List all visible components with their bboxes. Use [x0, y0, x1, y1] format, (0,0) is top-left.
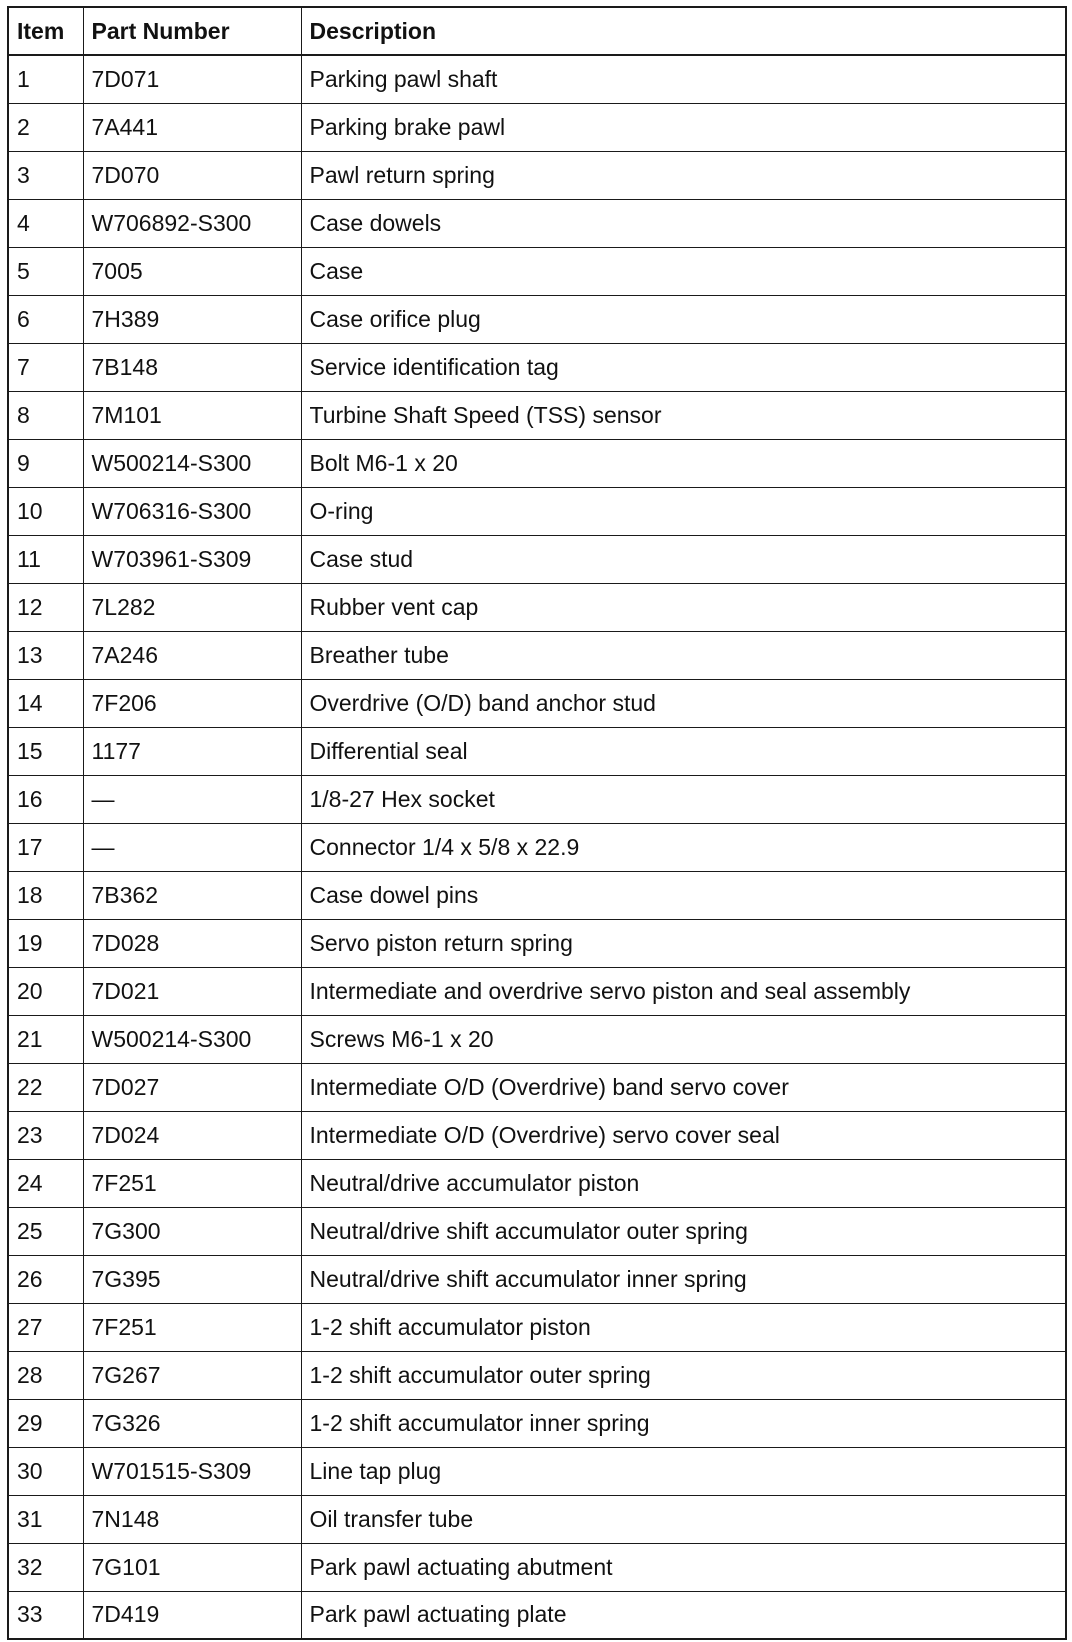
item-cell: 10 — [8, 487, 83, 535]
description-cell: 1-2 shift accumulator piston — [301, 1303, 1066, 1351]
item-cell: 11 — [8, 535, 83, 583]
table-row — [8, 1015, 1066, 1063]
table-row — [8, 151, 1066, 199]
table-row — [8, 631, 1066, 679]
parts-table — [7, 6, 1067, 1640]
item-cell: 16 — [8, 775, 83, 823]
table-row — [8, 1591, 1066, 1639]
table-row — [8, 1207, 1066, 1255]
part-number-cell: 7B362 — [83, 871, 301, 919]
description-cell: Rubber vent cap — [301, 583, 1066, 631]
description-cell: Park pawl actuating plate — [301, 1591, 1066, 1639]
part-number-cell: 7G267 — [83, 1351, 301, 1399]
part-number-cell: 7N148 — [83, 1495, 301, 1543]
part-number-cell: 7F251 — [83, 1303, 301, 1351]
item-cell: 26 — [8, 1255, 83, 1303]
description-cell: Overdrive (O/D) band anchor stud — [301, 679, 1066, 727]
item-cell: 13 — [8, 631, 83, 679]
part-number-cell: W500214-S300 — [83, 439, 301, 487]
item-cell: 19 — [8, 919, 83, 967]
table-row — [8, 1447, 1066, 1495]
part-number-cell: 1177 — [83, 727, 301, 775]
part-number-cell: W701515-S309 — [83, 1447, 301, 1495]
header-row — [8, 7, 1066, 55]
item-cell: 27 — [8, 1303, 83, 1351]
part-number-cell: 7G300 — [83, 1207, 301, 1255]
description-cell: Case dowels — [301, 199, 1066, 247]
header-item: Item — [8, 7, 83, 55]
table-row — [8, 247, 1066, 295]
item-cell: 31 — [8, 1495, 83, 1543]
part-number-cell: 7F251 — [83, 1159, 301, 1207]
part-number-cell: 7D024 — [83, 1111, 301, 1159]
table-row — [8, 439, 1066, 487]
item-cell: 3 — [8, 151, 83, 199]
description-cell: 1/8-27 Hex socket — [301, 775, 1066, 823]
part-number-cell: 7L282 — [83, 583, 301, 631]
item-cell: 14 — [8, 679, 83, 727]
part-number-cell: — — [83, 775, 301, 823]
part-number-cell: 7A246 — [83, 631, 301, 679]
table-row — [8, 823, 1066, 871]
item-cell: 22 — [8, 1063, 83, 1111]
part-number-cell: 7D027 — [83, 1063, 301, 1111]
description-cell: Intermediate and overdrive servo piston and seal assembly — [301, 967, 1066, 1015]
table-row — [8, 487, 1066, 535]
description-cell: Intermediate O/D (Overdrive) band servo cover — [301, 1063, 1066, 1111]
item-cell: 32 — [8, 1543, 83, 1591]
part-number-cell: 7G395 — [83, 1255, 301, 1303]
item-cell: 4 — [8, 199, 83, 247]
table-row — [8, 55, 1066, 103]
item-cell: 18 — [8, 871, 83, 919]
table-row — [8, 1255, 1066, 1303]
table-row — [8, 1063, 1066, 1111]
description-cell: Park pawl actuating abutment — [301, 1543, 1066, 1591]
description-cell: Pawl return spring — [301, 151, 1066, 199]
table-row — [8, 1495, 1066, 1543]
item-cell: 17 — [8, 823, 83, 871]
item-cell: 5 — [8, 247, 83, 295]
item-cell: 24 — [8, 1159, 83, 1207]
table-row — [8, 871, 1066, 919]
description-cell: Intermediate O/D (Overdrive) servo cover seal — [301, 1111, 1066, 1159]
description-cell: Turbine Shaft Speed (TSS) sensor — [301, 391, 1066, 439]
part-number-cell: — — [83, 823, 301, 871]
description-cell: Breather tube — [301, 631, 1066, 679]
description-cell: Screws M6-1 x 20 — [301, 1015, 1066, 1063]
header-part-number: Part Number — [83, 7, 301, 55]
table-row — [8, 679, 1066, 727]
description-cell: Case orifice plug — [301, 295, 1066, 343]
table-row — [8, 199, 1066, 247]
description-cell: Neutral/drive shift accumulator outer spring — [301, 1207, 1066, 1255]
table-row — [8, 1351, 1066, 1399]
table-row — [8, 535, 1066, 583]
item-cell: 12 — [8, 583, 83, 631]
table-row — [8, 727, 1066, 775]
part-number-cell: 7D070 — [83, 151, 301, 199]
description-cell: Servo piston return spring — [301, 919, 1066, 967]
table-body — [8, 55, 1066, 1639]
part-number-cell: 7F206 — [83, 679, 301, 727]
table-row — [8, 919, 1066, 967]
part-number-cell: 7H389 — [83, 295, 301, 343]
description-cell: Case dowel pins — [301, 871, 1066, 919]
description-cell: Case stud — [301, 535, 1066, 583]
item-cell: 21 — [8, 1015, 83, 1063]
item-cell: 28 — [8, 1351, 83, 1399]
item-cell: 25 — [8, 1207, 83, 1255]
description-cell: Case — [301, 247, 1066, 295]
part-number-cell: 7D028 — [83, 919, 301, 967]
table-row — [8, 391, 1066, 439]
table-header — [8, 7, 1066, 55]
part-number-cell: W706892-S300 — [83, 199, 301, 247]
item-cell: 29 — [8, 1399, 83, 1447]
part-number-cell: 7G101 — [83, 1543, 301, 1591]
part-number-cell: W706316-S300 — [83, 487, 301, 535]
item-cell: 33 — [8, 1591, 83, 1639]
item-cell: 2 — [8, 103, 83, 151]
table-row — [8, 1159, 1066, 1207]
item-cell: 7 — [8, 343, 83, 391]
description-cell: Parking brake pawl — [301, 103, 1066, 151]
part-number-cell: 7A441 — [83, 103, 301, 151]
part-number-cell: 7005 — [83, 247, 301, 295]
description-cell: 1-2 shift accumulator inner spring — [301, 1399, 1066, 1447]
description-cell: 1-2 shift accumulator outer spring — [301, 1351, 1066, 1399]
item-cell: 8 — [8, 391, 83, 439]
item-cell: 23 — [8, 1111, 83, 1159]
header-description: Description — [301, 7, 1066, 55]
item-cell: 1 — [8, 55, 83, 103]
part-number-cell: 7B148 — [83, 343, 301, 391]
table-row — [8, 343, 1066, 391]
description-cell: Service identification tag — [301, 343, 1066, 391]
part-number-cell: 7D419 — [83, 1591, 301, 1639]
description-cell: O-ring — [301, 487, 1066, 535]
item-cell: 15 — [8, 727, 83, 775]
table-row — [8, 1399, 1066, 1447]
item-cell: 6 — [8, 295, 83, 343]
table-row — [8, 1111, 1066, 1159]
description-cell: Bolt M6-1 x 20 — [301, 439, 1066, 487]
item-cell: 30 — [8, 1447, 83, 1495]
part-number-cell: W703961-S309 — [83, 535, 301, 583]
item-cell: 20 — [8, 967, 83, 1015]
description-cell: Differential seal — [301, 727, 1066, 775]
part-number-cell: 7G326 — [83, 1399, 301, 1447]
table-row — [8, 295, 1066, 343]
description-cell: Oil transfer tube — [301, 1495, 1066, 1543]
description-cell: Connector 1/4 x 5/8 x 22.9 — [301, 823, 1066, 871]
part-number-cell: 7D071 — [83, 55, 301, 103]
part-number-cell: W500214-S300 — [83, 1015, 301, 1063]
part-number-cell: 7D021 — [83, 967, 301, 1015]
description-cell: Parking pawl shaft — [301, 55, 1066, 103]
table-row — [8, 1543, 1066, 1591]
item-cell: 9 — [8, 439, 83, 487]
description-cell: Line tap plug — [301, 1447, 1066, 1495]
description-cell: Neutral/drive accumulator piston — [301, 1159, 1066, 1207]
table-row — [8, 103, 1066, 151]
table-row — [8, 967, 1066, 1015]
table-row — [8, 775, 1066, 823]
table-row — [8, 583, 1066, 631]
table-row — [8, 1303, 1066, 1351]
part-number-cell: 7M101 — [83, 391, 301, 439]
description-cell: Neutral/drive shift accumulator inner spring — [301, 1255, 1066, 1303]
